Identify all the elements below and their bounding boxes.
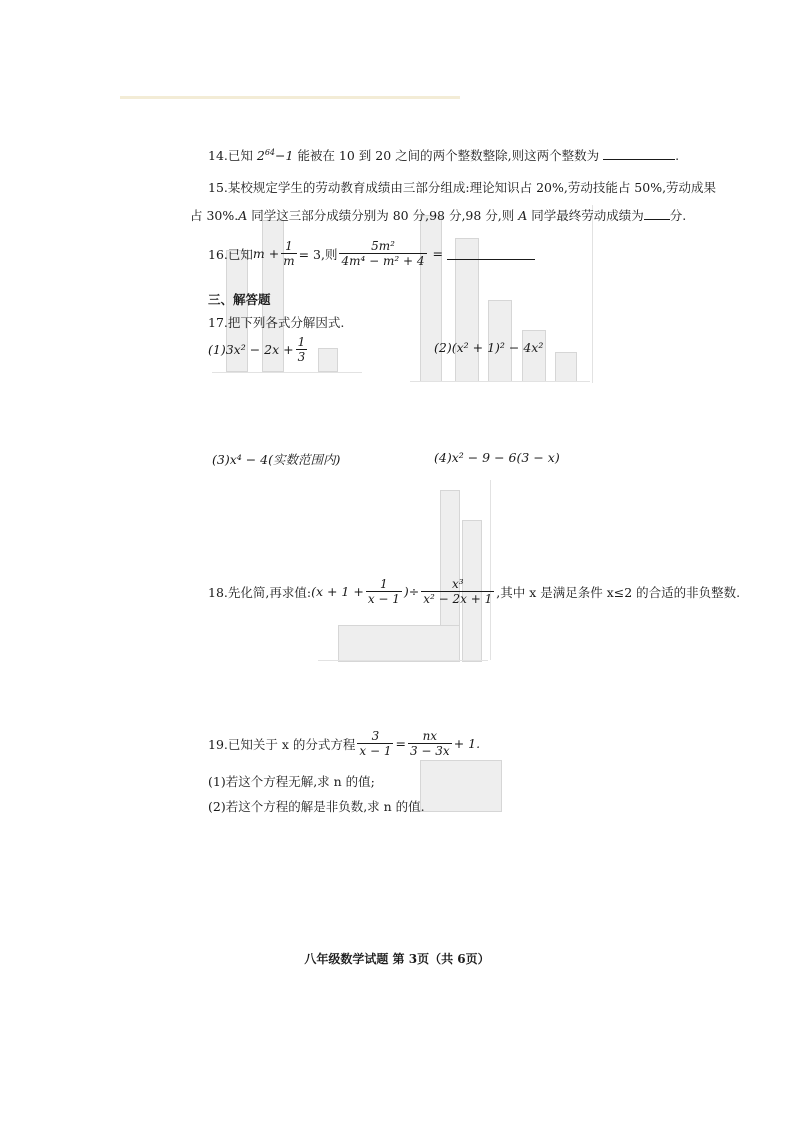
q19-tail: + 1. [453, 736, 481, 751]
question-17-title: 17.把下列各式分解因式. [208, 315, 345, 330]
q15-text-c: 同学这三部分成绩分别为 80 分,98 分,98 分,则 [247, 208, 519, 223]
q15-answer-blank[interactable] [644, 207, 670, 220]
q16-eq3: = 3,则 [298, 246, 338, 262]
q17-part2: (2)(x² + 1)² − 4x² [434, 340, 544, 355]
q19-sub2: (2)若这个方程的解是非负数,求 n 的值. [208, 799, 425, 814]
q17-p1-expr: (1)3x² − 2x + [208, 342, 294, 357]
q14-exponent: 64 [264, 147, 276, 157]
question-15-line1: 15.某校规定学生的劳动教育成绩由三部分组成:理论知识占 20%,劳动技能占 50%,劳动成果 [208, 180, 717, 195]
q16-m: m [252, 246, 265, 261]
question-18 [208, 578, 740, 605]
q18-suffix: ,其中 x 是满足条件 x≤2 的合适的非负整数. [496, 584, 741, 600]
q14-base: 2 [256, 148, 265, 163]
q18-frac2: $\frac{\text{x³}}{\text{x² − 2x + 1}}$ [423, 577, 493, 606]
page-footer: 八年级数学试题 第 3页（共 6页） [304, 952, 490, 966]
q14-text: 能被在 10 到 20 之间的两个整数整除,则这两个整数为 [297, 148, 600, 163]
q15-text-f: 分. [669, 208, 687, 223]
q19-sub1: (1)若这个方程无解,求 n 的值; [208, 774, 375, 789]
q19-prefix: 19.已知关于 x 的分式方程 [208, 736, 356, 752]
q14-answer-blank[interactable] [603, 147, 675, 160]
q16-eq: = [432, 246, 443, 261]
q16-prefix: 16.已知 [208, 246, 253, 262]
q15-text-a: 占 30%. [190, 208, 239, 223]
q15-text-e: 同学最终劳动成绩为 [527, 208, 644, 223]
q16-frac2: $\frac{\text{5m²}}{\text{4m⁴ − m² + 4}}$ [341, 239, 425, 268]
q18-lpar: (x + 1 + [311, 584, 364, 599]
q14-tail: −1 [275, 148, 294, 163]
section-3-heading: 三、解答题 [208, 292, 271, 307]
q18-frac1: $\frac{1}{x - 1}$ [367, 577, 400, 606]
question-19 [208, 730, 480, 757]
question-15-line2 [190, 206, 686, 224]
question-14 [208, 146, 679, 164]
q16-answer-blank[interactable] [447, 247, 535, 260]
q14-end: . [675, 148, 680, 163]
q15-var-a1: A [238, 208, 248, 223]
paper-tint [120, 96, 460, 99]
q14-prefix: 14.已知 [208, 148, 253, 163]
q19-frac1: $\frac{3}{x - 1}$ [359, 729, 392, 758]
q17-part1 [208, 336, 309, 363]
q18-prefix: 18.先化简,再求值: [208, 584, 312, 600]
q17-part4: (4)x² − 9 − 6(3 − x) [434, 450, 560, 465]
q19-eq: = [395, 736, 406, 751]
q16-plus: + [268, 246, 280, 261]
q18-rpar: )÷ [403, 584, 420, 599]
question-16 [208, 240, 535, 267]
q17-part3: (3)x⁴ − 4(实数范围内) [212, 452, 341, 467]
q15-var-a2: A [518, 208, 528, 223]
q17-p1-frac: $\frac{1}{3}$ [297, 335, 306, 364]
q16-frac1: $\frac{1}{m}$ [283, 239, 295, 268]
q19-frac2: $\frac{nx}{3 - 3x}$ [409, 729, 450, 758]
